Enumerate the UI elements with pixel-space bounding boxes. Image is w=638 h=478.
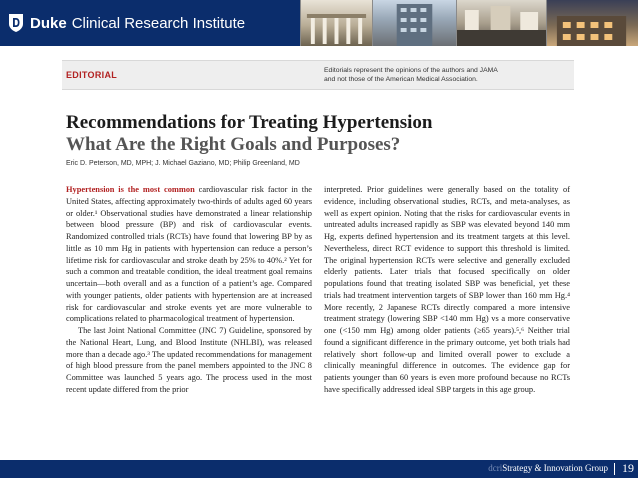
photo-strip (300, 0, 638, 46)
paragraph-1-body: cardiovascular risk factor in the United States, affecting approximately two-thirds of adults aged 60 years or older.¹ Observational studies have demonstrated a linear relationship between blood pressure (BP) and risk of cardiovascular events. Randomized controlled trials (RCTs) have found that lowering BP by as little as 10 mm Hg in patients with hypertension can reduce a person’s lifetime risk for cardiovascular and stroke death by 25% to 40%.² Yet for such a common and treatable condition, the ideal treatment goal remains uncertain—both overall and as a function of a patient’s age. Compared with younger patients, older patients with hypertension are at increased risk for cardiovascular and stroke events yet are more vulnerable to complications related to pharmacological treatment of hypertension. (66, 185, 312, 324)
photo-campus-dusk (546, 0, 638, 46)
footer-label (488, 463, 608, 473)
disclaimer-line-2: and not those of the American Medical Association. (324, 76, 478, 83)
editorial-disclaimer (324, 66, 564, 84)
photo-lab-interior (456, 0, 546, 46)
footer-group: Strategy & Innovation Group (502, 463, 608, 473)
shield-d-icon (8, 13, 24, 33)
footer-prefix: dcri (488, 463, 503, 473)
editorial-bar (62, 60, 574, 90)
lead-in: Hypertension is the most common (66, 185, 195, 194)
footer-band (0, 460, 638, 478)
paragraph-3: interpreted. Prior guidelines were generally based on the totality of evidence, including observational studies, RCTs, and meta-analyses, as well as expert opinion. Noting that the risks for cardiovascular events in untreated adults increased rapidly as SBP was elevated beyond 140 mm Hg, experts defined hypertension and its treatment targets at this level. Nevertheless, direct RCT evidence to support this threshold is limited. The original hypertension RCTs were selective and generally excluded elderly patients. Later trials that focused specifically on older populations found that treating isolated SBP was beneficial, yet these trials had treatment intervention targets of SBP lower than 160 mm Hg.⁴ More recently, 2 Japanese RCTs directly compared a more intensive treatment strategy (lowering SBP <140 mm Hg) vs a more conservative one (<150 mm Hg) among older patients (≥65 years).⁵,⁶ Neither trial found a significant difference in the primary outcome, yet both trials had relatively short follow-up and limited overall power to exclude a clinically meaningful difference in outcomes. The evidence gap for patients younger than 60 years is even more profound because no RCTs have specifically addressed ideal SBP targets in this age group. (324, 185, 570, 394)
duke-cri-logo[interactable] (8, 12, 245, 34)
logo-wordmark-rest: Clinical Research Institute (71, 14, 246, 32)
section-tag: EDITORIAL (66, 70, 118, 80)
paragraph-2: The last Joint National Committee (JNC 7) Guideline, sponsored by the National Heart, Lung, and Blood Institute (NHLBI), was released more than a decade ago.³ The updated recommendations for management of high blood pressure from the panel members appointed to the JNC 8 Committee was launched 5 years ago. The process used in the most recent update differed from the prior (66, 326, 312, 394)
photo-building-columns (300, 0, 372, 46)
article-column-right (324, 184, 570, 396)
header-band (0, 0, 638, 46)
logo-wordmark-bold: Duke (30, 14, 67, 32)
disclaimer-line-1: Editorials represent the opinions of the authors and JAMA (324, 67, 498, 74)
article-subtitle: What Are the Right Goals and Purposes? (66, 134, 401, 155)
footer-divider (614, 463, 615, 475)
page-number: 19 (622, 461, 634, 475)
logo-wordmark (30, 15, 245, 32)
article-title: Recommendations for Treating Hypertension (66, 112, 433, 133)
article-authors: Eric D. Peterson, MD, MPH; J. Michael Gaziano, MD; Philip Greenland, MD (66, 160, 300, 167)
article-page (62, 50, 574, 460)
article-column-left (66, 184, 312, 396)
photo-glass-tower (372, 0, 456, 46)
paragraph-1 (66, 184, 312, 325)
